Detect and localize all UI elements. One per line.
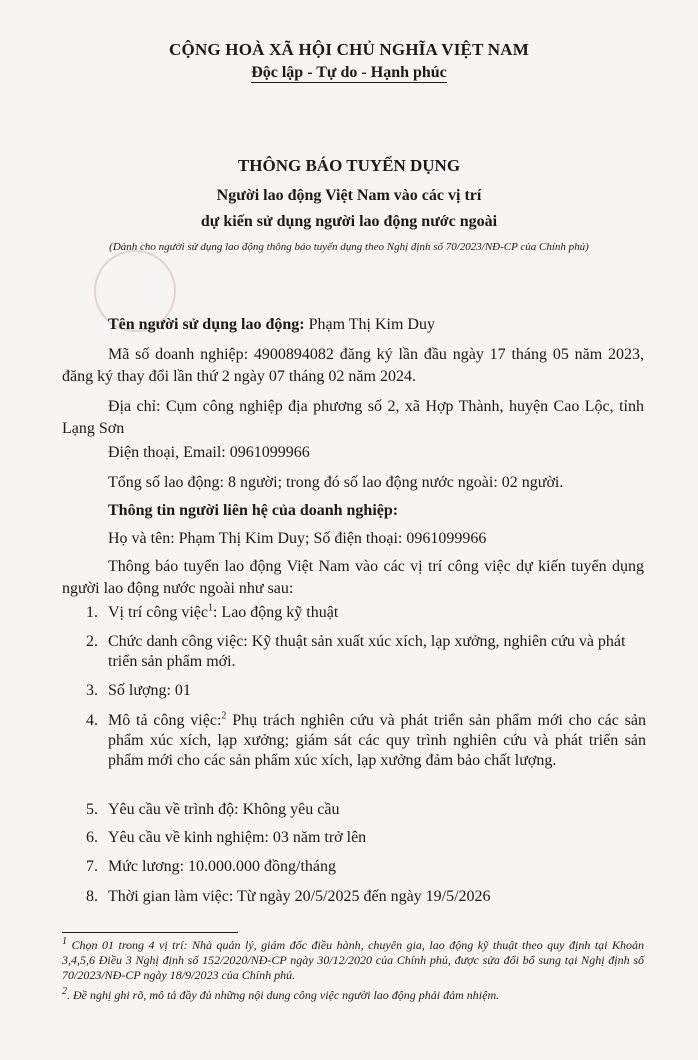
employer-address: Địa chỉ: Cụm công nghiệp địa phương số 2, xã Hợp Thành, huyện Cao Lộc, tỉnh Lạng Sơn xyxy=(62,398,644,437)
contact-heading-text: Thông tin người liên hệ của doanh nghiệp: xyxy=(108,502,399,519)
list-item xyxy=(86,828,646,848)
footnote-2 xyxy=(62,988,644,1003)
footnote-mark: 1 xyxy=(62,936,67,947)
list-label: Mô tả công việc: xyxy=(108,712,222,729)
employer-name-value: Phạm Thị Kim Duy xyxy=(304,316,435,333)
motto-text: Độc lập - Tự do - Hạnh phúc xyxy=(251,64,447,81)
footnote-ref: 1 xyxy=(207,602,213,614)
list-value: : Lao động kỹ thuật xyxy=(212,604,339,621)
subtitle-line-1: Người lao động Việt Nam vào các vị trí xyxy=(216,187,482,204)
employer-staff-count: Tổng số lao động: 8 người; trong đó số lao động nước ngoài: 02 người. xyxy=(108,474,564,491)
footnote-ref: 2 xyxy=(221,710,227,722)
national-motto xyxy=(0,64,698,82)
list-number: 3. xyxy=(86,682,98,699)
document-title: THÔNG BÁO TUYỂN DỤNG xyxy=(237,156,461,175)
list-number: 1. xyxy=(86,604,98,621)
list-number: 2. xyxy=(86,633,98,650)
list-label: Yêu cầu về trình độ: Không yêu cầu xyxy=(108,801,340,818)
list-number: 5. xyxy=(86,801,98,818)
list-label: Mức lương: 10.000.000 đồng/tháng xyxy=(108,858,337,875)
list-value: Phụ trách nghiên cứu và phát triển sản phẩm mới cho các sản phẩm xúc xích, lạp xưởng; giám sát các quy trình nghiên cứu và phát triển sản phẩm mới cho các sản phẩm xúc xích, lạp xưởng đảm bảo chất lượng. xyxy=(108,712,647,769)
contact-heading xyxy=(62,500,644,522)
list-item xyxy=(86,603,646,623)
subtitle-line-2: dự kiến sử dụng người lao động nước ngoài xyxy=(200,213,498,230)
list-item xyxy=(86,887,646,907)
employer-tax-code: Mã số doanh nghiệp: 4900894082 đăng ký lần đầu ngày 17 tháng 05 năm 2023, đăng ký thay đổi lần thứ 2 ngày 07 tháng 02 năm 2024. xyxy=(62,346,644,385)
footnote-divider xyxy=(62,932,238,933)
employer-name-label: Tên người sử dụng lao động: xyxy=(108,316,305,333)
employer-phone: Điện thoại, Email: 0961099966 xyxy=(108,444,310,461)
footnote-text: . Đề nghị ghi rõ, mô tả đầy đủ những nội dung công việc người lao động phải đảm nhiệm. xyxy=(67,988,500,1002)
footnote-text: Chọn 01 trong 4 vị trí: Nhà quản lý, giám đốc điều hành, chuyên gia, lao động kỹ thuật theo quy định tại Khoản 3,4,5,6 Điều 3 Nghị định số 152/2020/NĐ-CP ngày 30/12/2020 của Chính phủ, được sửa đổi bổ sung tại Nghị định số 70/2023/NĐ-CP ngày 18/9/2023 của Chính phủ. xyxy=(62,938,644,982)
list-item xyxy=(86,711,646,771)
subtitle-note: (Dành cho người sử dụng lao động thông báo tuyển dụng theo Nghị định số 70/2023/NĐ-CP của Chính phủ) xyxy=(109,241,589,253)
list-number: 6. xyxy=(86,829,98,846)
list-label: Chức danh công việc: Kỹ thuật sản xuất xúc xích, lạp xưởng, nghiên cứu và phát triển sản phẩm mới. xyxy=(108,633,626,670)
national-title: CỘNG HOÀ XÃ HỘI CHỦ NGHĨA VIỆT NAM xyxy=(169,40,529,59)
intro-paragraph: Thông báo tuyển lao động Việt Nam vào các vị trí công việc dự kiến tuyển dụng người lao động nước ngoài như sau: xyxy=(62,558,644,597)
list-label: Vị trí công việc xyxy=(108,604,208,621)
footnote-mark: 2 xyxy=(62,986,67,997)
list-item xyxy=(86,857,646,877)
list-label: Yêu cầu về kinh nghiệm: 03 năm trở lên xyxy=(108,829,367,846)
list-label: Số lượng: 01 xyxy=(108,682,191,699)
footnote-1 xyxy=(62,938,644,983)
employer-name xyxy=(62,314,644,336)
list-number: 4. xyxy=(86,712,98,729)
list-item xyxy=(86,632,646,672)
list-number: 7. xyxy=(86,858,98,875)
list-item xyxy=(86,800,646,820)
list-number: 8. xyxy=(86,888,98,905)
list-item xyxy=(86,681,646,701)
contact-info: Họ và tên: Phạm Thị Kim Duy; Số điện thoại: 0961099966 xyxy=(108,530,487,547)
list-label: Thời gian làm việc: Từ ngày 20/5/2025 đến ngày 19/5/2026 xyxy=(108,888,491,905)
